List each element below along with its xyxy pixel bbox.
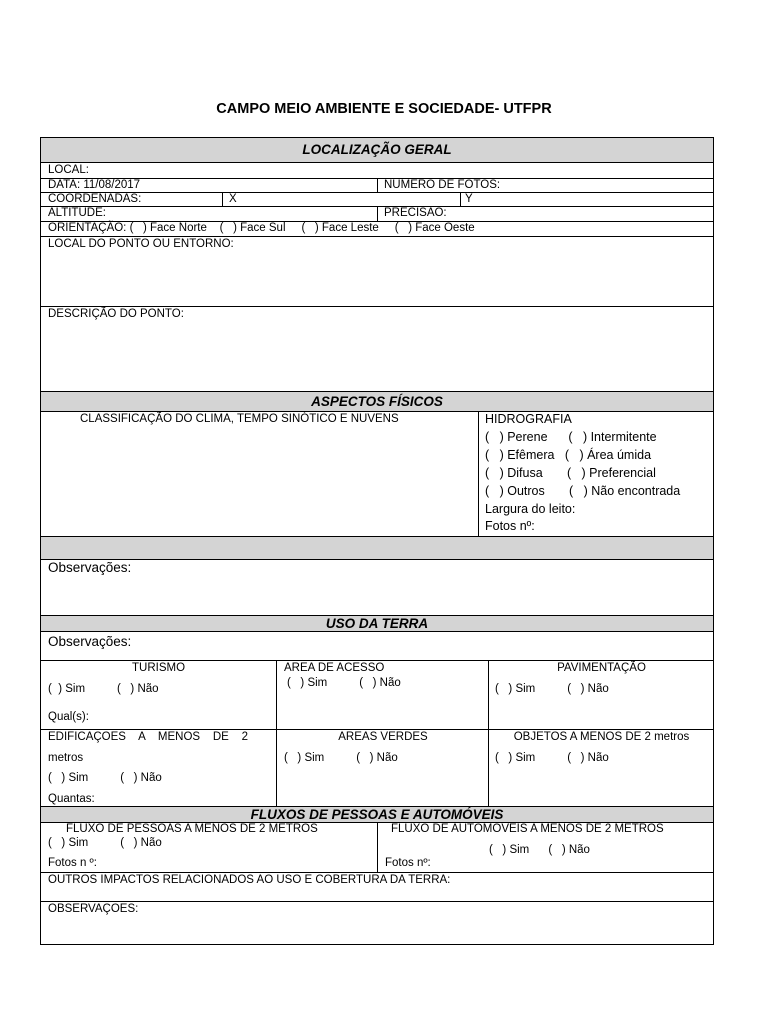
local-label[interactable]: LOCAL:: [48, 164, 89, 176]
coordenada-y-cell: [460, 193, 713, 206]
aspectos-observacoes-label[interactable]: Observações:: [48, 560, 132, 575]
areas-verdes-cell: [276, 730, 488, 806]
precisao-cell: [377, 207, 713, 221]
fluxo-automoveis-options[interactable]: ( ) Sim ( ) Não: [489, 844, 590, 856]
area-acesso-label: AREA DE ACESSO: [284, 662, 385, 674]
edificacoes-options[interactable]: ( ) Sim ( ) Não: [48, 772, 162, 784]
edificacoes-cell: [41, 730, 276, 806]
hidro-perene-intermitente[interactable]: ( ) Perene ( ) Intermitente: [485, 430, 657, 444]
row-local-ponto: [41, 237, 713, 307]
coordenada-x-cell: [222, 193, 460, 206]
row-orientacao: [41, 222, 713, 237]
row-turismo: [41, 661, 713, 730]
hidrografia-title: HIDROGRAFIA: [485, 412, 572, 426]
pavimentacao-label: PAVIMENTAÇÃO: [557, 662, 646, 674]
altitude-label[interactable]: ALTITUDE:: [48, 207, 106, 219]
outros-impactos-label[interactable]: OUTROS IMPACTOS RELACIONADOS AO USO E COBERTURA DA TERRA:: [48, 874, 451, 886]
row-data: [41, 179, 713, 193]
fluxo-automoveis-fotos-label[interactable]: Fotos nº:: [385, 857, 431, 869]
gray-separator: [41, 537, 713, 560]
fluxos-observacoes-label[interactable]: OBSERVAÇOES:: [48, 903, 139, 915]
row-aspectos-observacoes: [41, 560, 713, 616]
coordenada-y-label[interactable]: Y: [465, 193, 473, 205]
clima-label[interactable]: CLASSIFICAÇÃO DO CLIMA, TEMPO SINÓTICO E NUVENS: [80, 413, 399, 425]
numero-fotos-label[interactable]: NUMERO DE FOTOS:: [384, 179, 501, 191]
row-descricao: [41, 307, 713, 392]
row-clima-hidrografia: [41, 412, 713, 537]
turismo-cell: [41, 661, 276, 729]
fluxo-automoveis-cell: [377, 823, 713, 872]
row-local: [41, 163, 713, 179]
hidrografia-cell: [478, 412, 713, 536]
numero-fotos-cell: [377, 179, 713, 192]
descricao-label[interactable]: DESCRIÇÃO DO PONTO:: [48, 308, 184, 320]
uso-observacoes-label[interactable]: Observações:: [48, 634, 132, 649]
page-title: CAMPO MEIO AMBIENTE E SOCIEDADE- UTFPR: [216, 101, 552, 117]
objetos-options[interactable]: ( ) Sim ( ) Não: [495, 752, 609, 764]
largura-leito-label[interactable]: Largura do leito:: [485, 502, 576, 516]
fluxo-pessoas-options[interactable]: ( ) Sim ( ) Não: [48, 837, 162, 849]
areas-verdes-label: AREAS VERDES: [338, 731, 428, 743]
fluxo-pessoas-fotos-label[interactable]: Fotos n º:: [48, 857, 97, 869]
hidro-difusa-preferencial[interactable]: ( ) Difusa ( ) Preferencial: [485, 466, 656, 480]
fluxo-automoveis-label: FLUXO DE AUTOMÓVEIS A MENOS DE 2 METROS: [391, 823, 664, 835]
pavimentacao-cell: [488, 661, 713, 729]
areas-verdes-options[interactable]: ( ) Sim ( ) Não: [284, 752, 398, 764]
row-uso-observacoes: [41, 632, 713, 661]
turismo-label: TURISMO: [131, 662, 186, 674]
row-fluxos-observacoes: [41, 902, 713, 944]
data-label[interactable]: DATA: 11/08/2017: [48, 179, 141, 191]
turismo-options[interactable]: ( ) Sim ( ) Não: [48, 683, 159, 695]
field-form: [40, 137, 714, 945]
edificacoes-label-cont: metros: [48, 752, 84, 764]
section-header-fluxos: FLUXOS DE PESSOAS E AUTOMÓVEIS: [41, 807, 713, 823]
hidro-fotos-label[interactable]: Fotos nº:: [485, 519, 535, 533]
row-coordenadas: [41, 193, 713, 207]
fluxo-pessoas-cell: [41, 823, 377, 872]
area-acesso-options[interactable]: ( ) Sim ( ) Não: [287, 677, 401, 689]
row-edificacoes: [41, 730, 713, 807]
edificacoes-label: EDIFICAÇOES A MENOS DE 2: [48, 731, 249, 743]
coordenadas-label: COORDENADAS:: [48, 193, 142, 205]
objetos-cell: [488, 730, 713, 806]
row-outros-impactos: [41, 873, 713, 902]
coordenada-x-label[interactable]: X: [229, 193, 237, 205]
section-header-uso: USO DA TERRA: [41, 616, 713, 632]
pavimentacao-options[interactable]: ( ) Sim ( ) Não: [495, 683, 609, 695]
area-acesso-cell: [276, 661, 488, 729]
precisao-label[interactable]: PRECISÃO:: [384, 207, 447, 219]
local-ponto-label[interactable]: LOCAL DO PONTO OU ENTORNO:: [48, 238, 234, 250]
turismo-quais-label[interactable]: Qual(s):: [48, 711, 89, 723]
orientacao-label[interactable]: ORIENTAÇÃO: ( ) Face Norte ( ) Face Sul ( ) Face Leste ( ) Face Oeste: [48, 222, 475, 234]
fluxo-pessoas-label: FLUXO DE PESSOAS A MENOS DE 2 METROS: [66, 823, 318, 835]
section-header-aspectos: ASPECTOS FÍSICOS: [41, 392, 713, 412]
row-altitude: [41, 207, 713, 222]
hidro-outros-nao-encontrada[interactable]: ( ) Outros ( ) Não encontrada: [485, 484, 681, 498]
edificacoes-quantas-label[interactable]: Quantas:: [48, 793, 95, 805]
section-header-localizacao: LOCALIZAÇÃO GERAL: [41, 138, 713, 163]
objetos-label: OBJETOS A MENOS DE 2 metros: [513, 731, 690, 743]
hidro-efemera-umida[interactable]: ( ) Efêmera ( ) Área úmida: [485, 448, 652, 462]
row-fluxos: [41, 823, 713, 873]
